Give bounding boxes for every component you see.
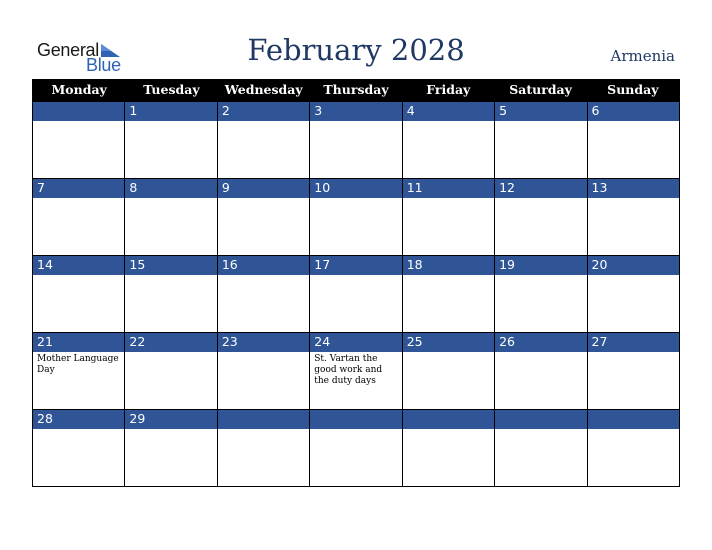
logo-word-blue: Blue [86, 55, 121, 75]
day-number: 12 [495, 179, 586, 198]
day-cell [33, 101, 125, 178]
day-cell [403, 255, 495, 332]
day-number: 19 [495, 256, 586, 275]
day-number: 29 [125, 410, 216, 429]
day-cell [218, 178, 310, 255]
day-number: 1 [125, 102, 216, 121]
day-number [310, 410, 401, 429]
calendar-grid [32, 79, 680, 487]
day-cell [495, 255, 587, 332]
day-cell [495, 332, 587, 409]
day-number [588, 410, 679, 429]
day-number [495, 410, 586, 429]
day-cell [588, 409, 679, 486]
weekday-friday: Friday [426, 82, 471, 97]
day-cell [403, 101, 495, 178]
day-number: 6 [588, 102, 679, 121]
day-number: 5 [495, 102, 586, 121]
day-cell [125, 255, 217, 332]
day-cell [125, 101, 217, 178]
week-row [33, 409, 679, 486]
day-cell [588, 178, 679, 255]
day-cell [310, 255, 402, 332]
weekday-saturday: Saturday [509, 82, 572, 97]
weeks-container [33, 101, 679, 486]
day-number [403, 410, 494, 429]
day-number: 20 [588, 256, 679, 275]
weekday-sunday: Sunday [607, 82, 659, 97]
day-number: 11 [403, 179, 494, 198]
day-cell [125, 409, 217, 486]
day-cell [403, 332, 495, 409]
day-cell [588, 255, 679, 332]
weekday-thursday: Thursday [323, 82, 389, 97]
day-cell [403, 409, 495, 486]
day-cell [218, 255, 310, 332]
weekday-tuesday: Tuesday [143, 82, 200, 97]
day-cell [495, 101, 587, 178]
day-number: 22 [125, 333, 216, 352]
day-number: 14 [33, 256, 124, 275]
country-label: Armenia [610, 47, 675, 65]
day-cell [218, 101, 310, 178]
day-cell [33, 409, 125, 486]
holiday-event: St. Vartan the good work and the duty days [314, 354, 383, 386]
day-number: 4 [403, 102, 494, 121]
holiday-event: Mother Language Day [37, 354, 119, 375]
day-cell [403, 178, 495, 255]
day-cell [125, 332, 217, 409]
logo-word-general: General [37, 40, 99, 60]
day-number: 17 [310, 256, 401, 275]
day-number: 8 [125, 179, 216, 198]
day-number: 16 [218, 256, 309, 275]
week-row [33, 332, 679, 409]
day-number: 27 [588, 333, 679, 352]
day-cell [588, 101, 679, 178]
day-cell [310, 178, 402, 255]
weekday-wednesday: Wednesday [224, 82, 303, 97]
day-cell [310, 409, 402, 486]
page-title: February 2028 [247, 33, 465, 67]
day-number: 24 [310, 333, 401, 352]
day-number: 28 [33, 410, 124, 429]
day-number: 7 [33, 179, 124, 198]
day-number: 2 [218, 102, 309, 121]
week-row [33, 255, 679, 332]
day-number: 10 [310, 179, 401, 198]
day-cell [495, 409, 587, 486]
day-cell [218, 409, 310, 486]
week-row [33, 178, 679, 255]
day-number: 25 [403, 333, 494, 352]
day-number: 9 [218, 179, 309, 198]
day-number: 23 [218, 333, 309, 352]
day-cell [125, 178, 217, 255]
week-row [33, 101, 679, 178]
day-cell [33, 178, 125, 255]
day-cell [310, 101, 402, 178]
weekday-header-row [33, 79, 679, 101]
day-number: 18 [403, 256, 494, 275]
day-number [33, 102, 124, 121]
day-cell [495, 178, 587, 255]
day-number: 3 [310, 102, 401, 121]
day-cell [33, 332, 125, 409]
day-cell [33, 255, 125, 332]
day-number [218, 410, 309, 429]
day-cell [588, 332, 679, 409]
day-cell [218, 332, 310, 409]
day-number: 13 [588, 179, 679, 198]
weekday-monday: Monday [51, 82, 107, 97]
day-cell [310, 332, 402, 409]
day-number: 26 [495, 333, 586, 352]
day-number: 21 [33, 333, 124, 352]
day-number: 15 [125, 256, 216, 275]
